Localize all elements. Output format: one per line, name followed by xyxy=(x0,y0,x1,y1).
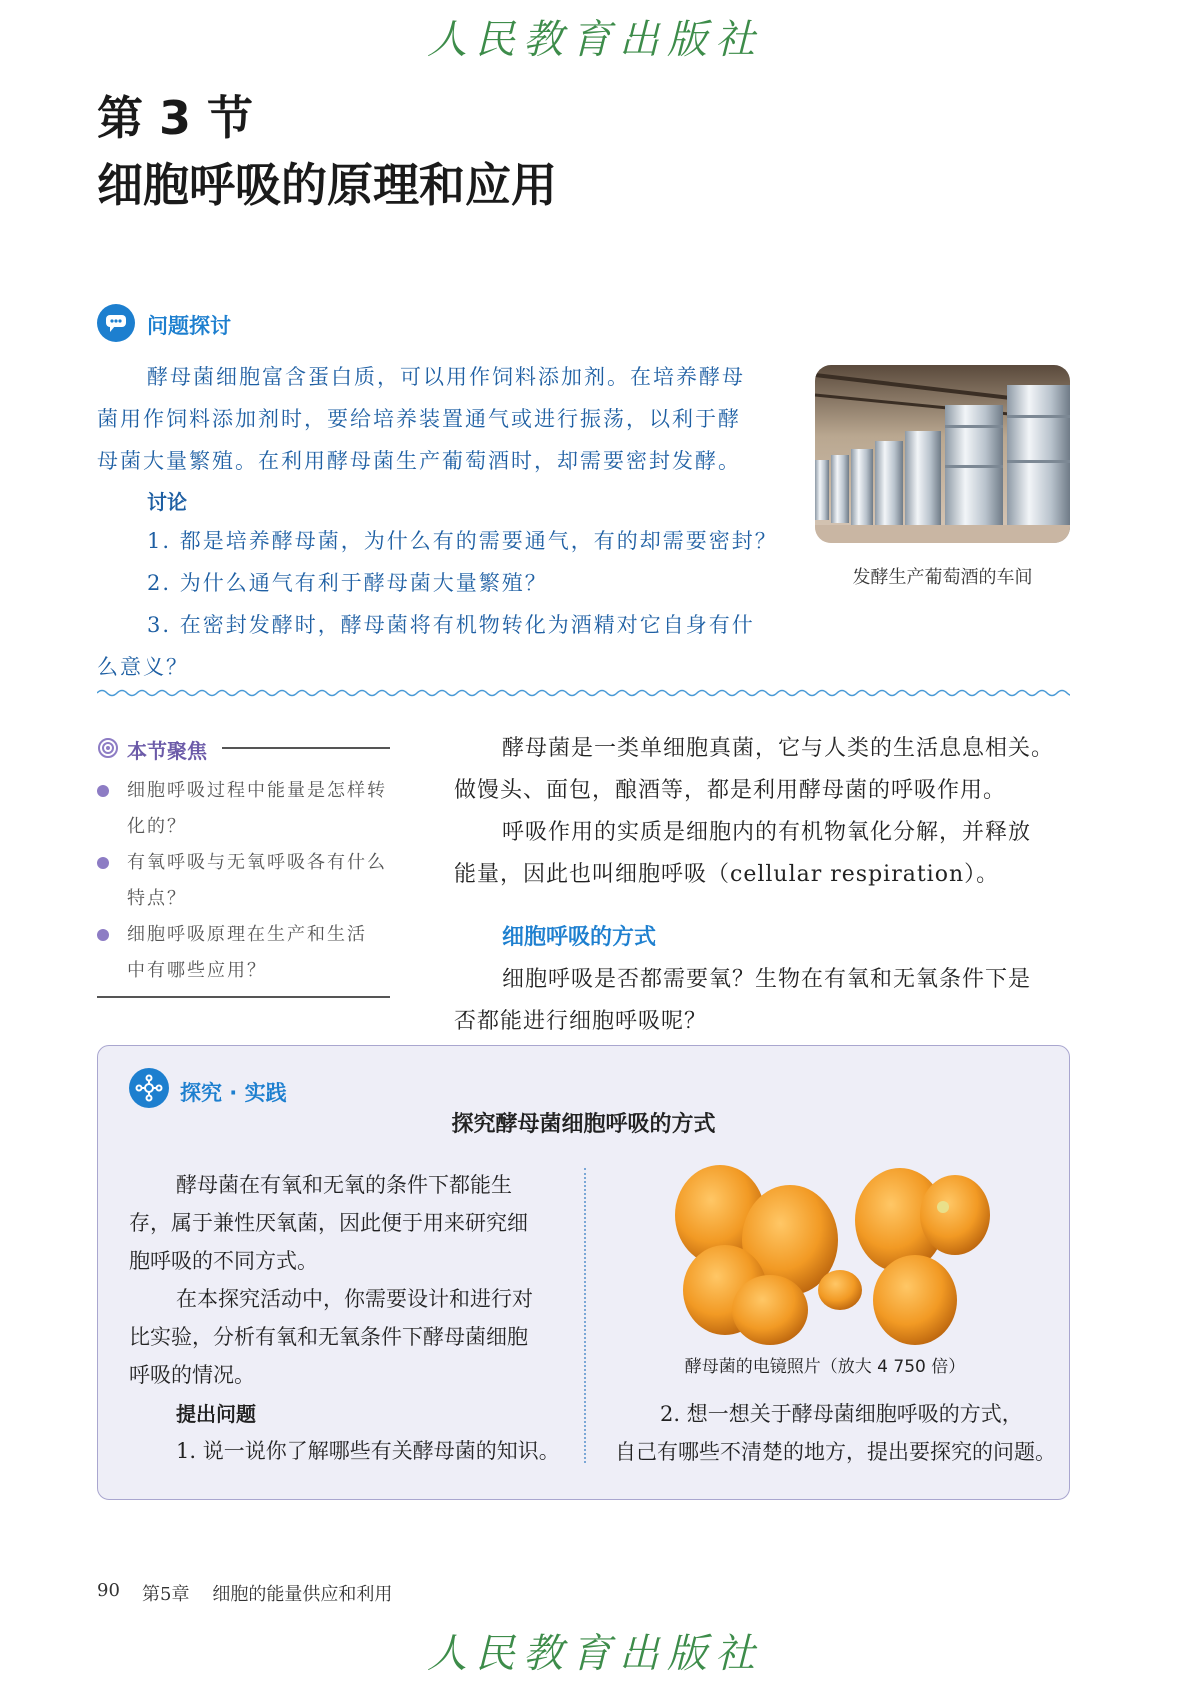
discussion-line-3: 母菌大量繁殖。在利用酵母菌生产葡萄酒时，却需要密封发酵。 xyxy=(97,449,741,473)
focus-title-rule xyxy=(222,747,390,749)
discussion-question-3: 3. 在密封发酵时，酵母菌将有机物转化为酒精对它自身有什 xyxy=(147,613,755,637)
inquiry-question-1: 1. 说一说你了解哪些有关酵母菌的知识。 xyxy=(176,1439,560,1463)
section-number: 第 3 节 xyxy=(97,91,254,145)
winery-photo-caption: 发酵生产葡萄酒的车间 xyxy=(852,567,1033,588)
inquiry-question-2: 2. 想一想关于酵母菌细胞呼吸的方式， xyxy=(660,1402,1023,1426)
inquiry-left-line-6: 呼吸的情况。 xyxy=(129,1363,255,1387)
winery-photo xyxy=(815,365,1070,543)
focus-item-3: 细胞呼吸原理在生产和生活 中有哪些应用？ xyxy=(97,917,397,989)
main-line-2: 做馒头、面包，酿酒等，都是利用酵母菌的呼吸作用。 xyxy=(454,778,1007,803)
inquiry-label: 探究 · 实践 xyxy=(180,1081,287,1105)
inquiry-left-line-3: 胞呼吸的不同方式。 xyxy=(129,1249,318,1273)
discussion-line-1: 酵母菌细胞富含蛋白质，可以用作饲料添加剂。在培养酵母 xyxy=(147,365,745,389)
focus-bottom-rule xyxy=(97,996,390,998)
bullet-dot-icon xyxy=(97,929,109,941)
target-icon xyxy=(97,737,119,759)
focus-item-1: 细胞呼吸过程中能量是怎样转 化的？ xyxy=(97,773,397,845)
ask-question-label: 提出问题 xyxy=(176,1402,256,1426)
bullet-dot-icon xyxy=(97,857,109,869)
discuss-label: 讨论 xyxy=(147,490,187,514)
column-separator xyxy=(584,1168,586,1463)
inquiry-left-line-4: 在本探究活动中，你需要设计和进行对 xyxy=(176,1287,533,1311)
bullet-dot-icon xyxy=(97,785,109,797)
inquiry-question-2-cont: 自己有哪些不清楚的地方，提出要探究的问题。 xyxy=(615,1440,1056,1464)
subheading-respiration-modes: 细胞呼吸的方式 xyxy=(502,925,657,950)
inquiry-left-line-2: 存，属于兼性厌氧菌，因此便于用来研究细 xyxy=(129,1211,528,1235)
molecule-icon xyxy=(129,1068,169,1108)
main-line-3: 呼吸作用的实质是细胞内的有机物氧化分解，并释放 xyxy=(502,820,1032,845)
yeast-micrograph-caption: 酵母菌的电镜照片（放大 4 750 倍） xyxy=(684,1357,966,1377)
page-number: 90 xyxy=(97,1580,120,1601)
chapter-running-title: 第5章 细胞的能量供应和利用 xyxy=(142,1584,393,1605)
chat-bubble-icon xyxy=(97,304,135,342)
main-line-5: 细胞呼吸是否都需要氧？生物在有氧和无氧条件下是 xyxy=(502,967,1032,992)
main-line-4: 能量，因此也叫细胞呼吸（cellular respiration）。 xyxy=(454,862,1000,887)
discussion-question-2: 2. 为什么通气有利于酵母菌大量繁殖？ xyxy=(147,571,548,595)
discussion-question-1: 1. 都是培养酵母菌，为什么有的需要通气，有的却需要密封？ xyxy=(147,529,778,553)
discussion-line-2: 菌用作饲料添加剂时，要给培养装置通气或进行振荡，以利于酵 xyxy=(97,407,741,431)
inquiry-left-line-1: 酵母菌在有氧和无氧的条件下都能生 xyxy=(176,1173,512,1197)
discussion-label: 问题探讨 xyxy=(147,314,231,338)
inquiry-left-line-5: 比实验，分析有氧和无氧条件下酵母菌细胞 xyxy=(129,1325,528,1349)
main-line-6: 否都能进行细胞呼吸呢？ xyxy=(454,1009,708,1034)
inquiry-title: 探究酵母菌细胞呼吸的方式 xyxy=(451,1112,716,1137)
main-line-1: 酵母菌是一类单细胞真菌，它与人类的生活息息相关。 xyxy=(502,736,1055,761)
wavy-divider xyxy=(97,688,1070,698)
section-title: 细胞呼吸的原理和应用 xyxy=(97,158,557,212)
yeast-micrograph xyxy=(665,1155,995,1350)
discussion-question-3-cont: 么意义？ xyxy=(97,655,189,679)
focus-item-2: 有氧呼吸与无氧呼吸各有什么 特点？ xyxy=(97,845,397,917)
publisher-watermark-bottom: 人民教育出版社 xyxy=(427,1631,763,1677)
focus-label: 本节聚焦 xyxy=(127,739,207,763)
publisher-watermark-top: 人民教育出版社 xyxy=(427,17,763,63)
